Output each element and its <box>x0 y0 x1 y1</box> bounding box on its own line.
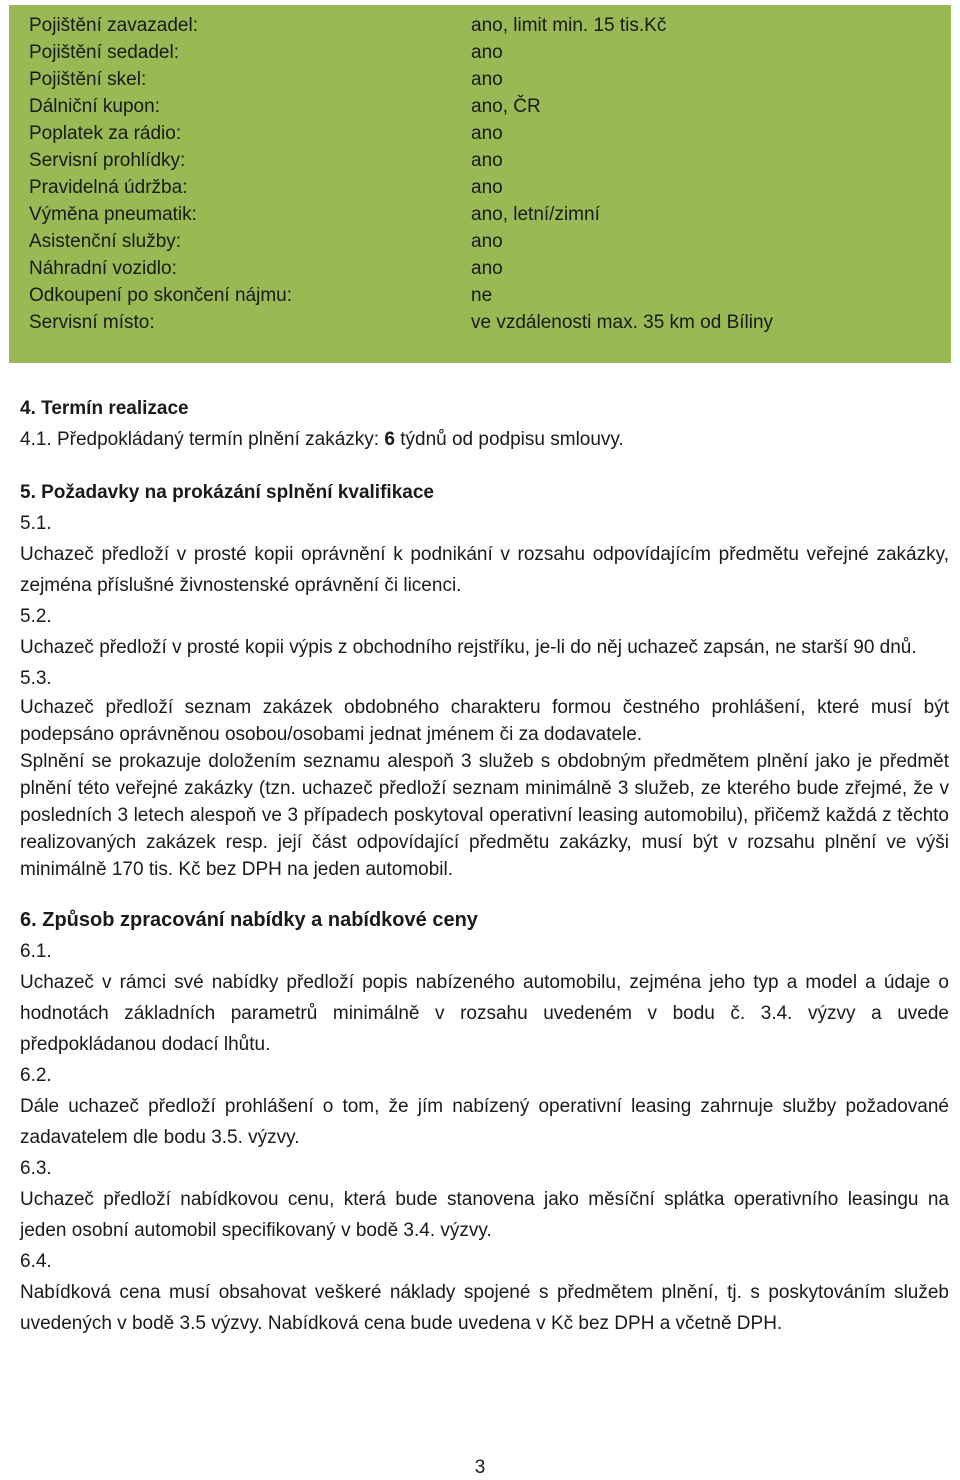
item-4-1 <box>20 424 949 455</box>
spec-row <box>29 228 949 255</box>
item-number: 5.3. <box>20 668 52 689</box>
item-number: 6.2. <box>20 1065 52 1086</box>
spec-row <box>29 39 949 66</box>
spec-label: Pojištění sedadel: <box>29 42 179 63</box>
spec-row <box>29 147 949 174</box>
spec-value: ano <box>471 123 503 144</box>
item-number: 6.4. <box>20 1251 52 1272</box>
item-text: Uchazeč předloží v prosté kopii oprávnění k podnikání v rozsahu odpovídajícím předmětu veřejné zakázky, zejména příslušné živnostenské oprávnění či licenci. <box>20 544 949 596</box>
section-6-heading: 6. Způsob zpracování nabídky a nabídkové ceny <box>20 909 478 931</box>
spec-row <box>29 93 949 120</box>
spec-value: ne <box>471 285 493 306</box>
spec-label: Náhradní vozidlo: <box>29 258 177 279</box>
item-text: Dále uchazeč předloží prohlášení o tom, že jím nabízený operativní leasing zahrnuje služby požadované zadavatelem dle bodu 3.5. výzvy. <box>20 1096 949 1148</box>
item-4-1-prefix: 4.1. Předpokládaný termín plnění zakázky: <box>20 429 385 450</box>
spec-label: Výměna pneumatik: <box>29 204 197 225</box>
item-text: Uchazeč předloží seznam zakázek obdobného charakteru formou čestného prohlášení, které musí být podepsáno oprávněnou osobou/osobami jednat jménem či za dodavatele. <box>20 697 949 745</box>
item-text: Uchazeč předloží nabídkovou cenu, která bude stanovena jako měsíční splátka operativního leasingu na jeden osobní automobil specifikovaný v bodě 3.4. výzvy. <box>20 1189 949 1241</box>
item-text: Uchazeč v rámci své nabídky předloží popis nabízeného automobilu, zejména jeho typ a model a údaje o hodnotách základních parametrů minimálně v rozsahu uvedeném v bodu č. 3.4. výzvy a uvede předpokládanou dodací lhůtu. <box>20 972 949 1055</box>
spec-row <box>29 66 949 93</box>
spec-label: Dálniční kupon: <box>29 96 160 117</box>
spec-label: Asistenční služby: <box>29 231 182 252</box>
spec-value: ano <box>471 231 503 252</box>
spec-row <box>29 174 949 201</box>
spec-row <box>29 12 949 39</box>
spec-row <box>29 120 949 147</box>
item-4-1-suffix: týdnů od podpisu smlouvy. <box>394 429 624 450</box>
spec-value: ano, limit min. 15 tis.Kč <box>471 15 667 36</box>
spec-value: ano, letní/zimní <box>471 204 600 225</box>
document-body <box>20 393 949 1339</box>
item-number: 5.2. <box>20 606 52 627</box>
spec-label: Pravidelná údržba: <box>29 177 188 198</box>
item-number: 6.1. <box>20 941 52 962</box>
spec-row <box>29 282 949 309</box>
spec-label: Servisní místo: <box>29 312 155 333</box>
section-4-heading: 4. Termín realizace <box>20 398 189 419</box>
page-number: 3 <box>474 1457 486 1478</box>
item-number: 5.1. <box>20 513 52 534</box>
spec-value: ve vzdálenosti max. 35 km od Bíliny <box>471 312 774 333</box>
item-4-1-bold: 6 <box>384 429 395 450</box>
spec-table-box <box>9 5 951 363</box>
spec-row <box>29 309 949 336</box>
spec-label: Servisní prohlídky: <box>29 150 186 171</box>
spec-label: Pojištění skel: <box>29 69 147 90</box>
spec-value: ano, ČR <box>471 96 541 117</box>
spec-value: ano <box>471 42 503 63</box>
spec-row <box>29 255 949 282</box>
item-text: Uchazeč předloží v prosté kopii výpis z obchodního rejstříku, je-li do něj uchazeč zapsán, ne starší 90 dnů. <box>20 637 917 658</box>
spec-value: ano <box>471 69 503 90</box>
spec-value: ano <box>471 177 503 198</box>
section-5-heading: 5. Požadavky na prokázání splnění kvalifikace <box>20 482 434 503</box>
item-text: Splnění se prokazuje doložením seznamu alespoň 3 služeb s obdobným předmětem plnění jako je předmět plnění této veřejné zakázky (tzn. uchazeč předloží seznam minimálně 3 služeb, ze kterého bude zřejmé, že v posledních 3 letech alespoň ve 3 případech poskytoval operativní leasing automobilu), přičemž každá z těchto realizovaných zakázek resp. její část odpovídající předmětu zakázky, musí být v rozsahu plnění ve výši minimálně 170 tis. Kč bez DPH na jeden automobil. <box>20 751 949 880</box>
spec-label: Poplatek za rádio: <box>29 123 182 144</box>
spec-value: ano <box>471 258 503 279</box>
item-text: Nabídková cena musí obsahovat veškeré náklady spojené s předmětem plnění, tj. s poskytováním služeb uvedených v bodě 3.5 výzvy. Nabídková cena bude uvedena v Kč bez DPH a včetně DPH. <box>20 1282 949 1334</box>
item-number: 6.3. <box>20 1158 52 1179</box>
spec-row <box>29 201 949 228</box>
spec-label: Pojištění zavazadel: <box>29 15 198 36</box>
spec-label: Odkoupení po skončení nájmu: <box>29 285 293 306</box>
spec-value: ano <box>471 150 503 171</box>
